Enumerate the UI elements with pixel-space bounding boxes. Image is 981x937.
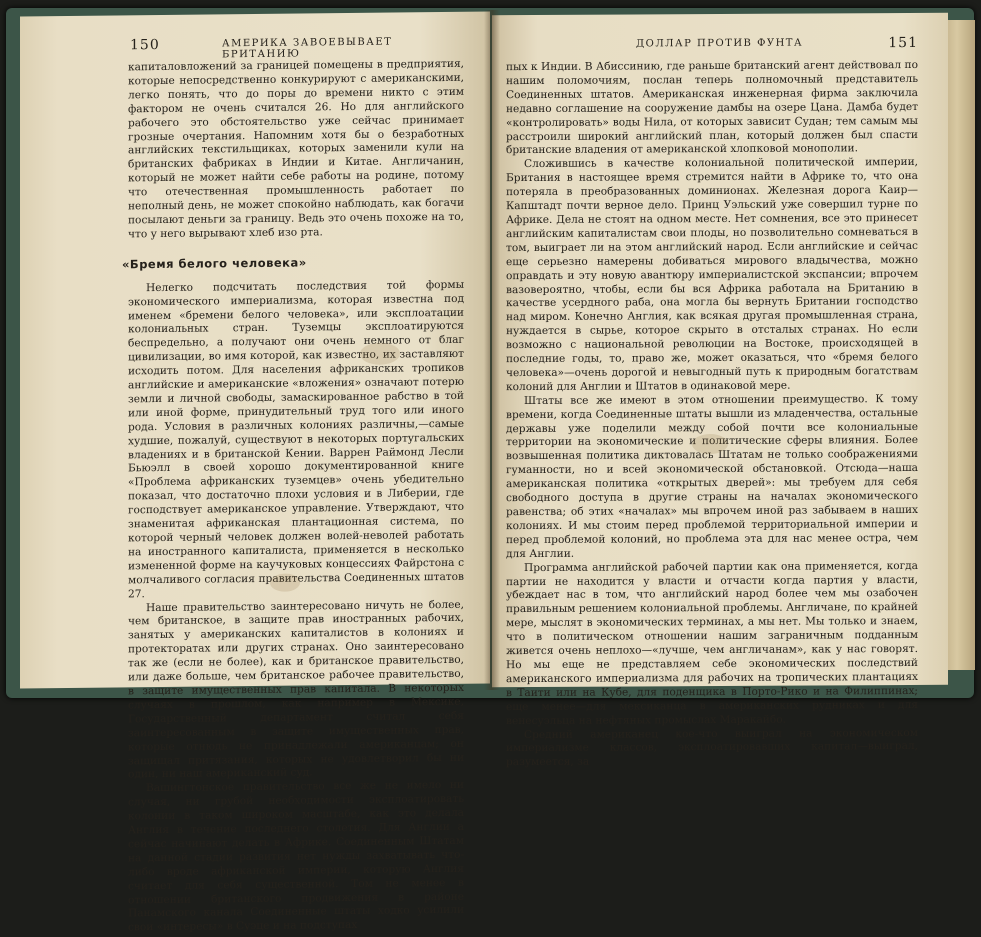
left-page-body — [122, 57, 464, 936]
section-title: «Бремя белого человека» — [122, 255, 307, 272]
paragraph: Нелегко подсчитать последствия той формы экономического империализма, которая известна под именем «бремени белого человека», или эксплоатации колониальных стран. Туземцы эксплоатируются беспредельно, а получают они очень немного от благ цивилизации, во имя которой, как известно, их заставляют исходить потом. Для населения африканских тропиков английские и американские «вложения» означают потерю земли и личной свободы, замаскированное рабство в той или иной форме, принудительный труд того или иного рода. Условия в различных колониях различны,—самые худшие, пожалуй, существуют в некоторых португальских владениях и в британской Кении. Варрен Раймонд Лесли Бьюэлл в своей хорошо документированной книге «Проблема африканских туземцев» очень убедительно показал, что достаточно плохи условия и в Либерии, где господствует американское управление. Утверждают, что знаменитая африканская плантационная система, по которой черный человек должен волей-неволей работать на иностранного капиталиста, применяется в несколько измененной форме на каучуковых концессиях Файрстона с молчаливого согласия правительства Соединенных штатов 27. — [128, 278, 464, 600]
paragraph: Программа английской рабочей партии как она применяется, когда партии не находится у власти и отчасти когда партия у власти, убеждает нас в том, что английский народ более чем мы озабочен правильным решением колониальной проблемы. Англичане, по крайней мере, мыслят в экономических терминах, а мы нет. Мы только и знаем, что в политическом отношении нашим заграничным подданным живется очень неплохо—«лучше, чем англичанам», как у нас говорят. Но мы еще не представляем себе экономических последствий американского империализма для рабочих на тропических плантациях в Таити или на Кубе, для поденщика в Порто-Рико и на Филиппинах; еще менее—для мексиканца в американских рудниках и для венесуэльца на нефтяных промыслах Маракайбо. — [506, 559, 918, 727]
paragraph: Наше правительство заинтересовано ничуть не более, чем британское, в защите прав иностранных рабочих, занятых у американских капиталистов в колониях и протекторатах или других странах. Оно заинтересовано так же (если не более), как и британское правительство, или даже больше, чем британское рабочее правительство, в защите имущественных прав капитала. В некоторых случаях в прошлом, как например в Мексике, Государственный департамент считал себя заинтересованным в защите имущественных прав, которые отнюдь не принадлежали американцам; он защищал притязания, которых не удовлетворил бы ни один, ни наш американский суд. — [128, 598, 464, 781]
paragraph: Вашингтонское правительство все же не имело ни случая, ни грубой необходимости эксплоатировать колонии в таком широком масштабе, как это делала Англия в течение последнего столетия. Для Англии а сейчас начинают делать в Африке. Соединенным Штатам на данной стадии развития нет нужды захватывать что-либо вроде африканской империи, которую Англия считает для себя существенной. Том не менее в отношении британского продвижения в районе Панамского канала Соединенные штаты ходко усилили свои «интересы» в Суэце и на подступах — [128, 779, 464, 934]
paragraph: Штаты все же имеют в этом отношении преимущество. К тому времени, когда Соединенные штаты вышли из младенчества, остальные державы уже поделили между собой почти все колониальные территории на экономические и политические сферы влияния. Более возвышенная политика диктовалась Штатам не только соображениями гуманности, но и всей экономической обстановкой. Отсюда—наша американская политика «открытых дверей»: мы требуем для себя свободного доступа в другие страны на началах экономического равенства; об этих «началах» мы впрочем иной раз забываем в наших колониях. И мы стоим перед проблемой территориальной империи и перед проблемой колоний, но проблема эта для нас менее остра, чем для Англии. — [506, 392, 918, 560]
book-gutter — [484, 10, 500, 690]
left-page-number: 150 — [130, 36, 160, 54]
right-page-body — [506, 59, 918, 770]
left-running-head: АМЕРИКА ЗАВОЕВЫВАЕТ БРИТАНИЮ — [222, 36, 393, 61]
left-page-header — [130, 34, 460, 61]
page-edges — [945, 20, 975, 670]
right-running-head: ДОЛЛАР ПРОТИВ ФУНТА — [636, 37, 804, 50]
paragraph: капиталовложений за границей помещены в предприятия, которые непосредственно конкурируют с американскими, легко понять, что до поры до времени никто с этим фактором не очень считался 26. Но для английского рабочего это обстоятельство уже сейчас принимает грозные очертания. Напомним хотя бы о безработных английских текстильщиках, которых заменили кули на британских фабриках в Индии и Китае. Англичанин, который не может найти себе работы на родине, потому что отечественная промышленность работает по неполный день, не может спокойно наблюдать, как богачи посылают деньги за границу. Ведь это очень похоже на то, что у него вырывают хлеб изо рта. — [128, 57, 464, 241]
paper-stain — [692, 434, 728, 454]
right-page-number: 151 — [888, 34, 918, 52]
paragraph: пых к Индии. В Абиссинию, где раньше британский агент действовал по нашим поломочиям, послан теперь полномочный представитель Соединенных штатов. Американская инженерная фирма заключила недавно соглашение на сооружение дамбы на озере Цана. Дамба будет «контролировать» воды Нила, от которых зависит Судан; тем самым мы расстроили широкий английский план, который должен был спасти британские владения от американской хлопковой монополии. — [506, 58, 918, 157]
paragraph: Сложившись в качестве колониальной политической империи, Британия в настоящее время стремится найти в Африке то, что она потеряла в преобразованных доминионах. Железная дорога Каир—Капштадт почти верное дело. Принц Уэльский уже совершил турне по Африке. Дела не стоят на одном месте. Нет сомнения, все это принесет английским капиталистам свои плоды, но позволительно сомневаться в том, выиграет ли на этом английский народ. Если английские и сейчас еще серьезно намерены добиваться мирового владычества, можно оправдать и эту новую авантюру империалистской экспансии; впрочем вазовероятно, чтобы, если бы вся Африка работала на Британию в качестве усердного раба, она могла бы вернуть Британии господство над миром. Конечно Англия, как всякая другая промышленная страна, нуждается в сырье, которое скрыто в отсталых странах. Но если возможно с национальной революции на Востоке, происходящей в последние годы, то, право же, может оказаться, что «бремя белого человека»—очень дорогой и невыгодный путь к природным богатствам колоний для Англии и Штатов в одинаковой мере. — [506, 156, 918, 393]
right-page-header — [506, 35, 918, 57]
right-page — [492, 13, 948, 769]
left-page — [20, 12, 490, 934]
paragraph: Средний американец кое-что выиграл на экономическом империализме классов, эксплоатировавших капитал—выиграл, разумеется, за — [506, 726, 918, 769]
